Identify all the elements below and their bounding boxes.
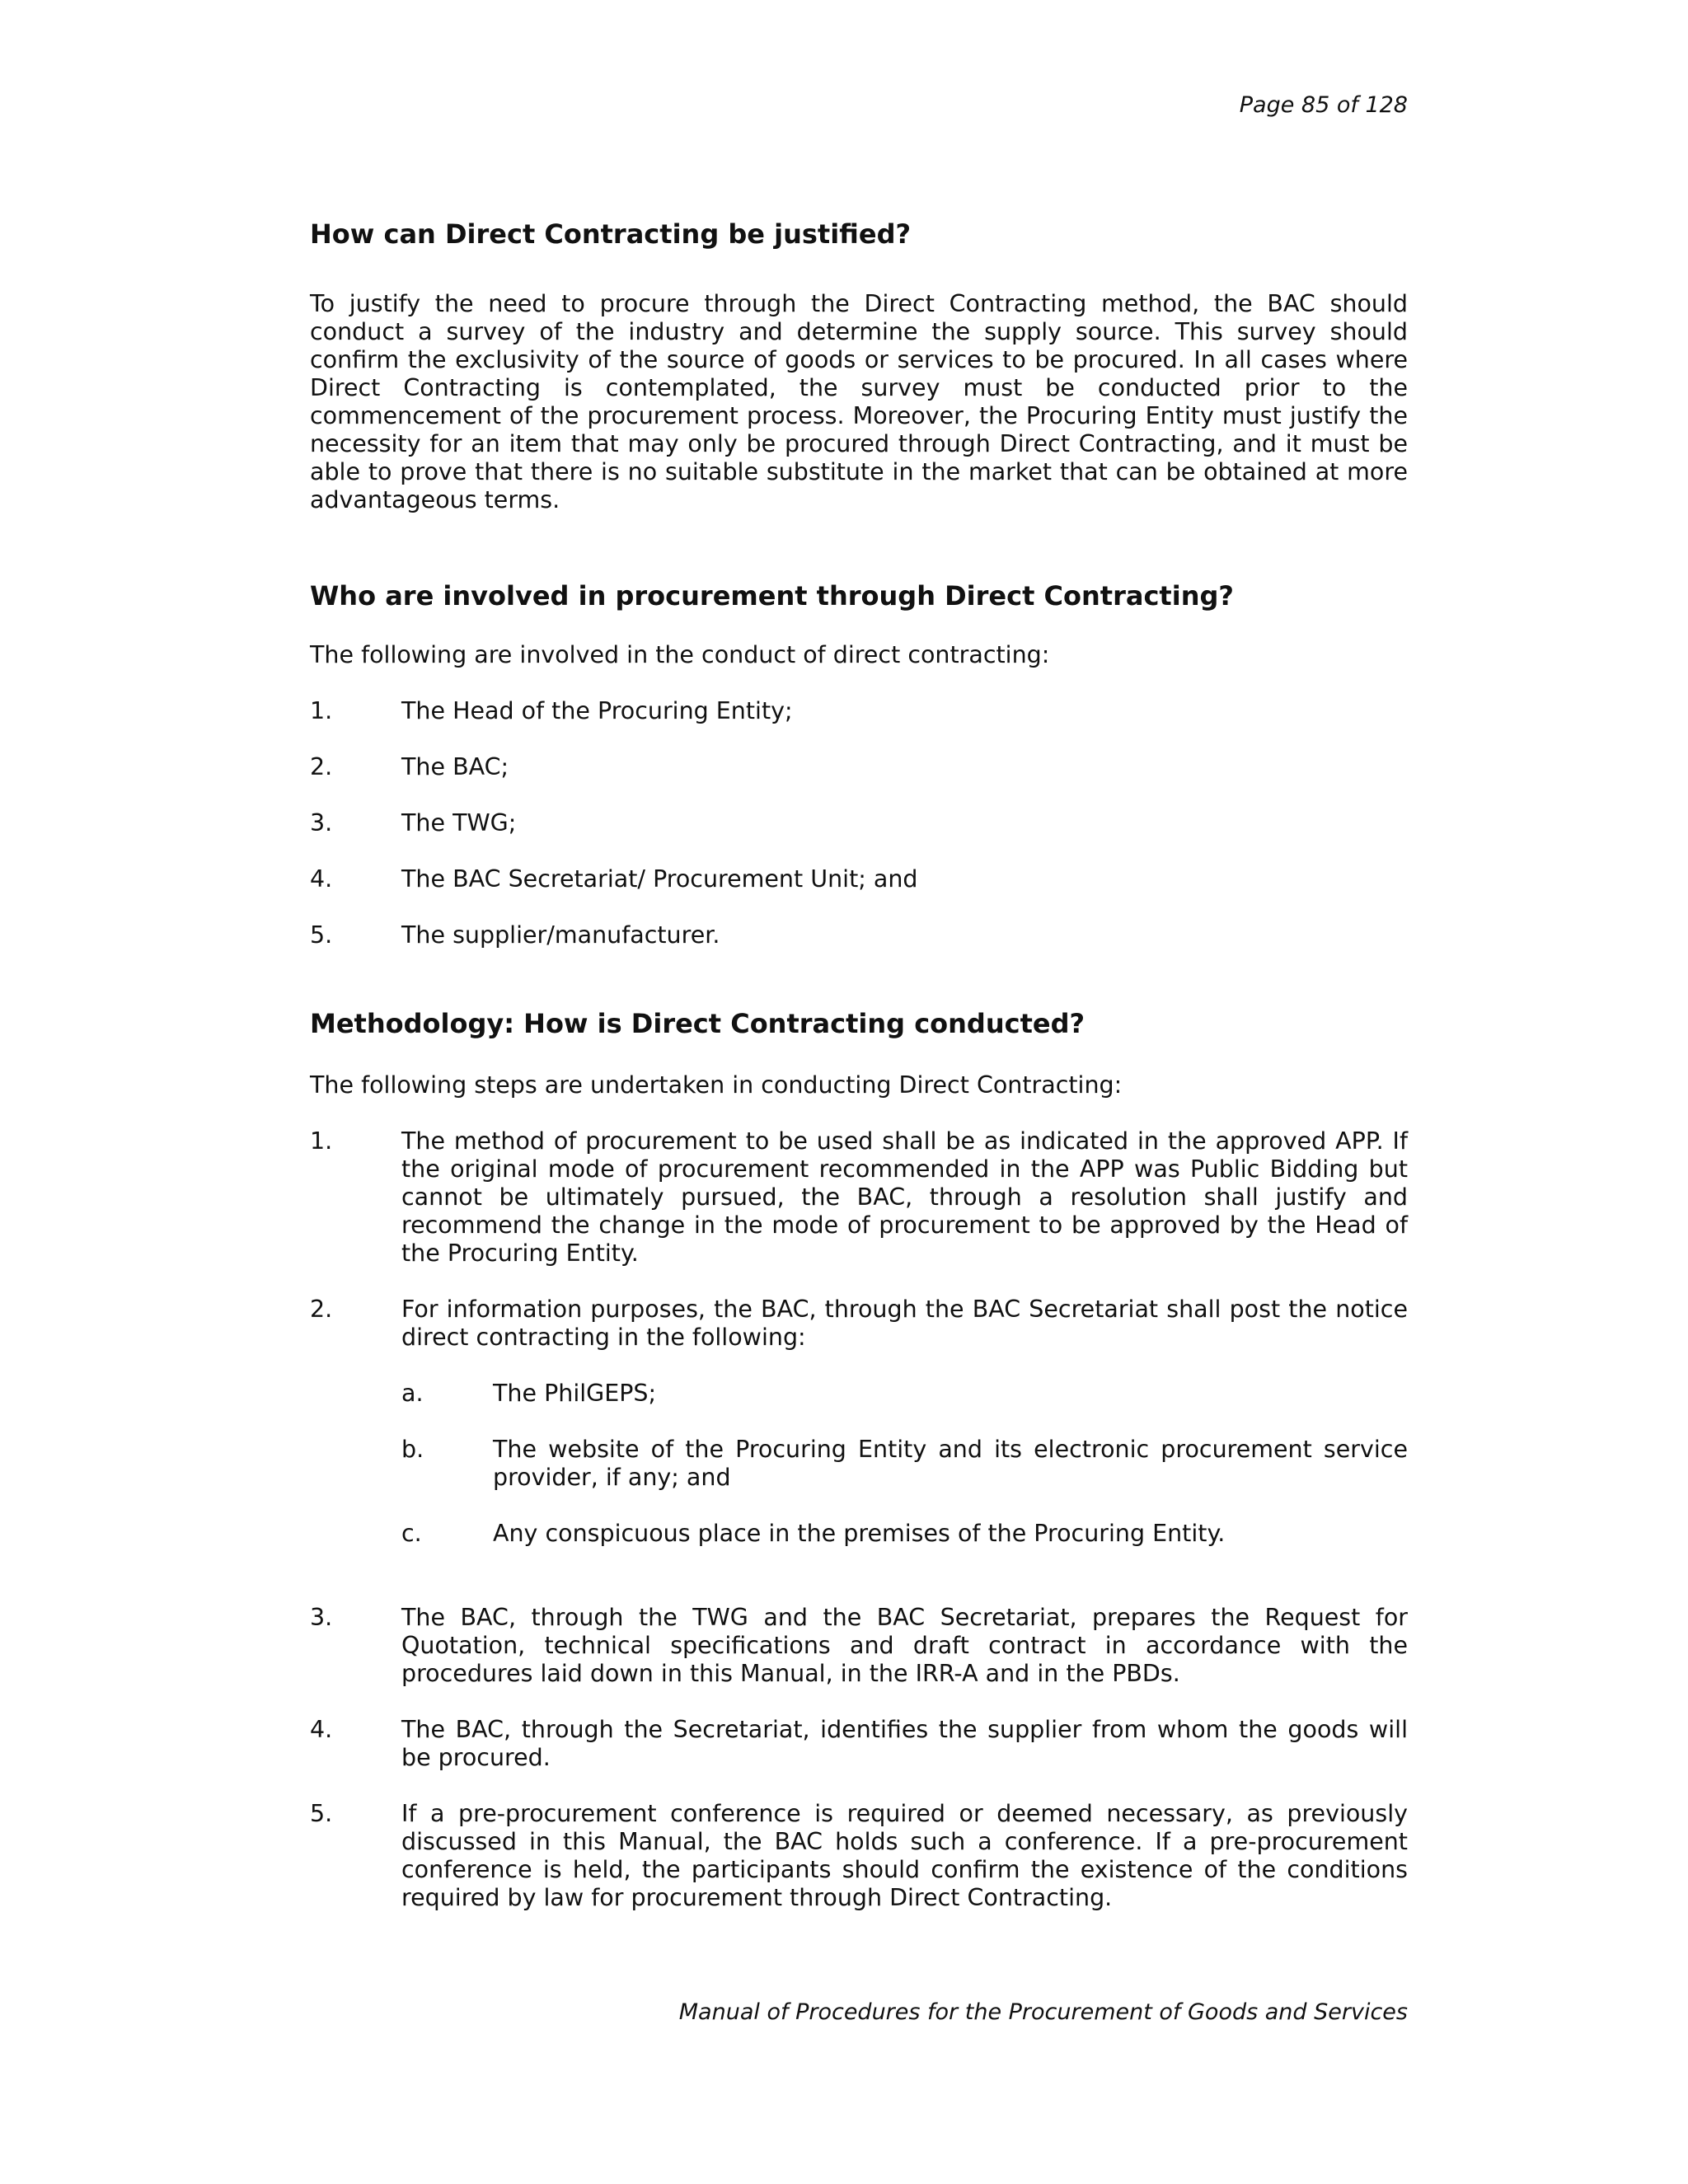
list-item: 3. The BAC, through the TWG and the BAC Secretariat, prepares the Request for Quotation, technical specifications and draft contract in accordance with the procedures laid down in this Manual, in the IRR-A and in the PBDs. [310, 1604, 1408, 1687]
list-item: 2. The BAC; [310, 753, 509, 780]
involved-intro: The following are involved in the conduct of direct contracting: [310, 641, 1050, 668]
list-item: 2. For information purposes, the BAC, through the BAC Secretariat shall post the notice direct contracting in the following: [310, 1296, 1408, 1351]
document-body [310, 216, 1408, 1912]
sub-list [310, 1380, 1408, 1548]
section-heading-methodology: Methodology: How is Direct Contracting conducted? [310, 1008, 1085, 1039]
list-item: 5. If a pre-procurement conference is required or deemed necessary, as previously discussed in this Manual, the BAC holds such a conference. If a pre-procurement conference is held, the participants should confirm the existence of the conditions required by law for procurement through Direct Contracting. [310, 1800, 1408, 1911]
list-item: 3. The TWG; [310, 809, 517, 837]
sub-list-item: a. The PhilGEPS; [401, 1380, 657, 1407]
section-heading-justification: How can Direct Contracting be justified? [310, 218, 912, 250]
methodology-steps [310, 1127, 1408, 1912]
involved-list [310, 697, 1408, 949]
list-item: 4. The BAC Secretariat/ Procurement Unit; and [310, 865, 918, 893]
list-item: 1. The method of procurement to be used shall be as indicated in the approved APP. If the original mode of procurement recommended in the APP was Public Bidding but cannot be ultimately pursued, the BAC, through a resolution shall justify and recommend the change in the mode of procurement to be approved by the Head of the Procuring Entity. [310, 1127, 1408, 1267]
sub-list-item: b. The website of the Procuring Entity and its electronic procurement service provider, if any; and [401, 1436, 1408, 1491]
methodology-intro: The following steps are undertaken in conducting Direct Contracting: [310, 1071, 1123, 1099]
section-heading-involved: Who are involved in procurement through Direct Contracting? [310, 580, 1234, 612]
list-item: 4. The BAC, through the Secretariat, identifies the supplier from whom the goods will be procured. [310, 1716, 1408, 1771]
list-item: 5. The supplier/manufacturer. [310, 921, 720, 949]
footer-title: Manual of Procedures for the Procurement of Goods and Services [678, 1999, 1408, 2025]
justification-paragraph: To justify the need to procure through the Direct Contracting method, the BAC should conduct a survey of the industry and determine the supply source. This survey should confirm the exclusivity of the source of goods or services to be procured. In all cases where Direct Contracting is contemplated, the survey must be conducted prior to the commencement of the procurement process. Moreover, the Procuring Entity must justify the necessity for an item that may only be procured through Direct Contracting, and it must be able to prove that there is no suitable substitute in the market that can be obtained at more advantageous terms. [310, 290, 1408, 513]
page-number: Page 85 of 128 [1239, 92, 1408, 118]
list-item: 1. The Head of the Procuring Entity; [310, 697, 793, 724]
sub-list-item: c. Any conspicuous place in the premises of the Procuring Entity. [401, 1520, 1226, 1547]
